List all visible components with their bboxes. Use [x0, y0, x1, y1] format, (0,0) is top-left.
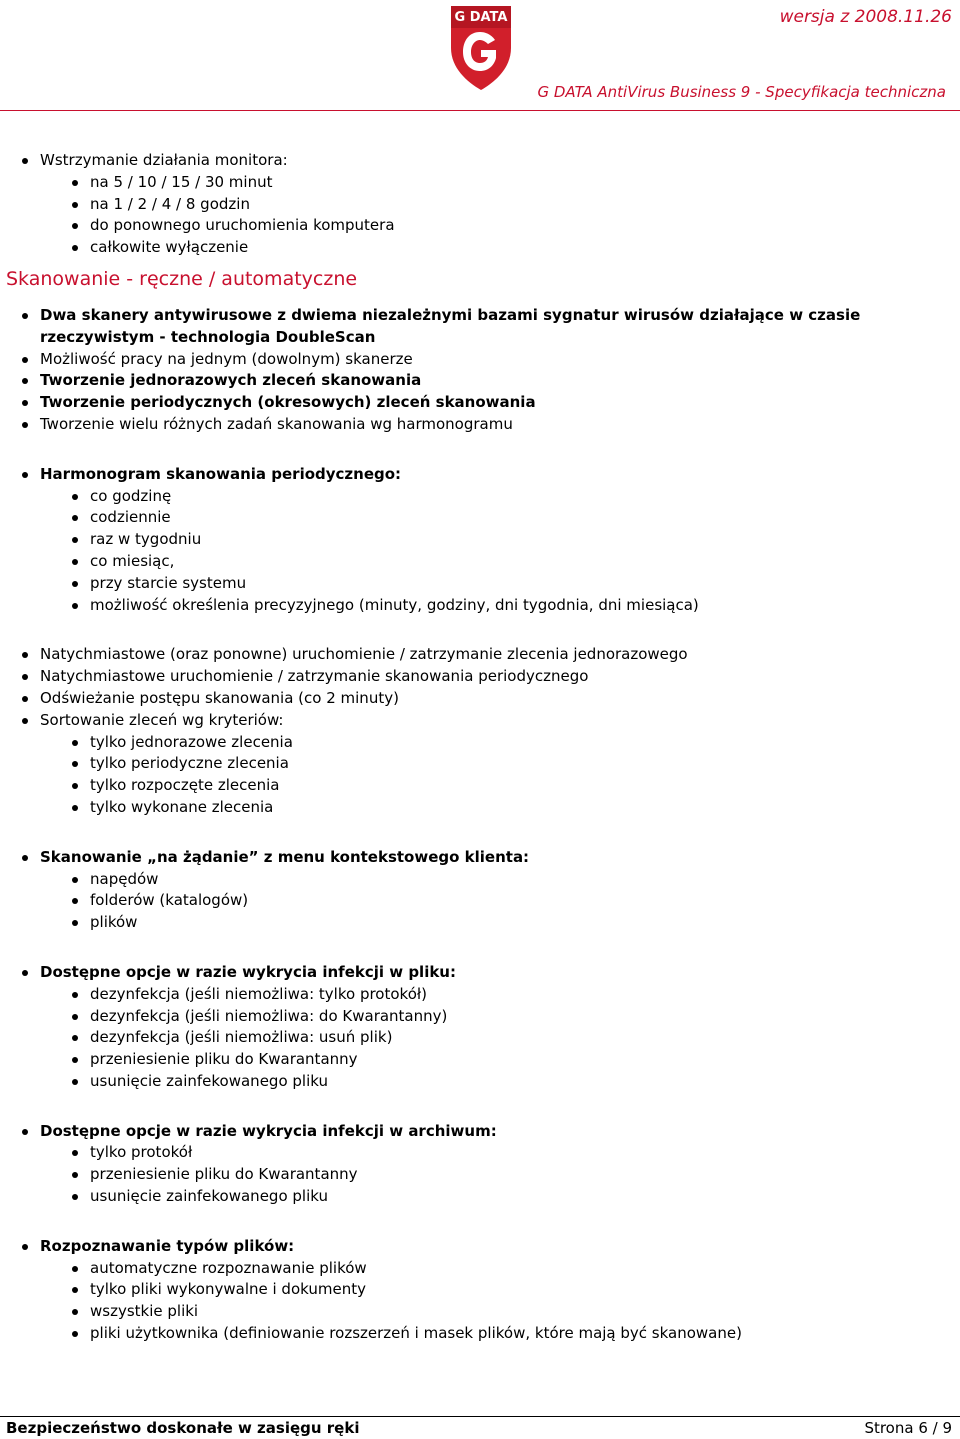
list-item: na 5 / 10 / 15 / 30 minut	[0, 172, 960, 194]
list-item: całkowite wyłączenie	[0, 237, 960, 259]
document-title: G DATA AntiVirus Business 9 - Specyfikacja techniczna	[537, 83, 946, 101]
list-item: Tworzenie jednorazowych zleceń skanowania	[0, 370, 960, 392]
footer-slogan: Bezpieczeństwo doskonałe w zasięgu ręki	[6, 1419, 360, 1437]
spacer	[0, 436, 960, 464]
list-item: dezynfekcja (jeśli niemożliwa: usuń plik)	[0, 1027, 960, 1049]
list-item: Tworzenie periodycznych (okresowych) zleceń skanowania	[0, 392, 960, 414]
list-heading: Skanowanie „na żądanie” z menu kontekstowego klienta:	[0, 847, 960, 869]
spacer	[0, 1093, 960, 1121]
document-body	[0, 150, 960, 1345]
list-item: Tworzenie wielu różnych zadań skanowania wg harmonogramu	[0, 414, 960, 436]
list-item: Natychmiastowe uruchomienie / zatrzymanie skanowania periodycznego	[0, 666, 960, 688]
list-item: pliki użytkownika (definiowanie rozszerzeń i masek plików, które mają być skanowane)	[0, 1323, 960, 1345]
spacer	[0, 616, 960, 644]
spacer	[0, 1208, 960, 1236]
list-item: przeniesienie pliku do Kwarantanny	[0, 1049, 960, 1071]
list-item: Dwa skanery antywirusowe z dwiema niezależnymi bazami sygnatur wirusów działające w czasie rzeczywistym - technologia DoubleScan	[0, 305, 920, 349]
list-item: plików	[0, 912, 960, 934]
list-item: tylko jednorazowe zlecenia	[0, 732, 960, 754]
list-heading: Rozpoznawanie typów plików:	[0, 1236, 960, 1258]
list-heading: Dostępne opcje w razie wykrycia infekcji w pliku:	[0, 962, 960, 984]
list-item: Możliwość pracy na jednym (dowolnym) skanerze	[0, 349, 960, 371]
list-item: tylko pliki wykonywalne i dokumenty	[0, 1279, 960, 1301]
list-item: dezynfekcja (jeśli niemożliwa: do Kwarantanny)	[0, 1006, 960, 1028]
list-item: Odświeżanie postępu skanowania (co 2 minuty)	[0, 688, 960, 710]
section-heading: Skanowanie - ręczne / automatyczne	[6, 267, 358, 290]
list-heading: Dostępne opcje w razie wykrycia infekcji w archiwum:	[0, 1121, 960, 1143]
list-item: co miesiąc,	[0, 551, 960, 573]
svg-text:G DATA: G DATA	[454, 10, 508, 25]
spacer	[0, 819, 960, 847]
footer-divider	[0, 1416, 960, 1417]
list-item: wszystkie pliki	[0, 1301, 960, 1323]
document-version: wersja z 2008.11.26	[779, 7, 952, 27]
page-header	[0, 0, 960, 110]
list-item: co godzinę	[0, 486, 960, 508]
list-item: do ponownego uruchomienia komputera	[0, 215, 960, 237]
list-item: usunięcie zainfekowanego pliku	[0, 1071, 960, 1093]
list-item: Sortowanie zleceń wg kryteriów:	[0, 710, 960, 732]
header-divider	[0, 110, 960, 111]
list-item: tylko wykonane zlecenia	[0, 797, 960, 819]
list-item: automatyczne rozpoznawanie plików	[0, 1258, 960, 1280]
list-item: raz w tygodniu	[0, 529, 960, 551]
list-item: Wstrzymanie działania monitora:	[0, 150, 960, 172]
list-item: tylko protokół	[0, 1142, 960, 1164]
list-item: przeniesienie pliku do Kwarantanny	[0, 1164, 960, 1186]
list-item: napędów	[0, 869, 960, 891]
gdata-logo	[447, 2, 515, 92]
list-item: przy starcie systemu	[0, 573, 960, 595]
page-number: Strona 6 / 9	[864, 1419, 952, 1437]
list-item: tylko periodyczne zlecenia	[0, 753, 960, 775]
list-item: na 1 / 2 / 4 / 8 godzin	[0, 194, 960, 216]
list-item: możliwość określenia precyzyjnego (minuty, godziny, dni tygodnia, dni miesiąca)	[0, 595, 960, 617]
list-heading: Harmonogram skanowania periodycznego:	[0, 464, 960, 486]
list-item: Natychmiastowe (oraz ponowne) uruchomienie / zatrzymanie zlecenia jednorazowego	[0, 644, 960, 666]
list-item: usunięcie zainfekowanego pliku	[0, 1186, 960, 1208]
list-item: codziennie	[0, 507, 960, 529]
list-item: tylko rozpoczęte zlecenia	[0, 775, 960, 797]
spacer	[0, 934, 960, 962]
list-item: folderów (katalogów)	[0, 890, 960, 912]
list-item: dezynfekcja (jeśli niemożliwa: tylko protokół)	[0, 984, 960, 1006]
